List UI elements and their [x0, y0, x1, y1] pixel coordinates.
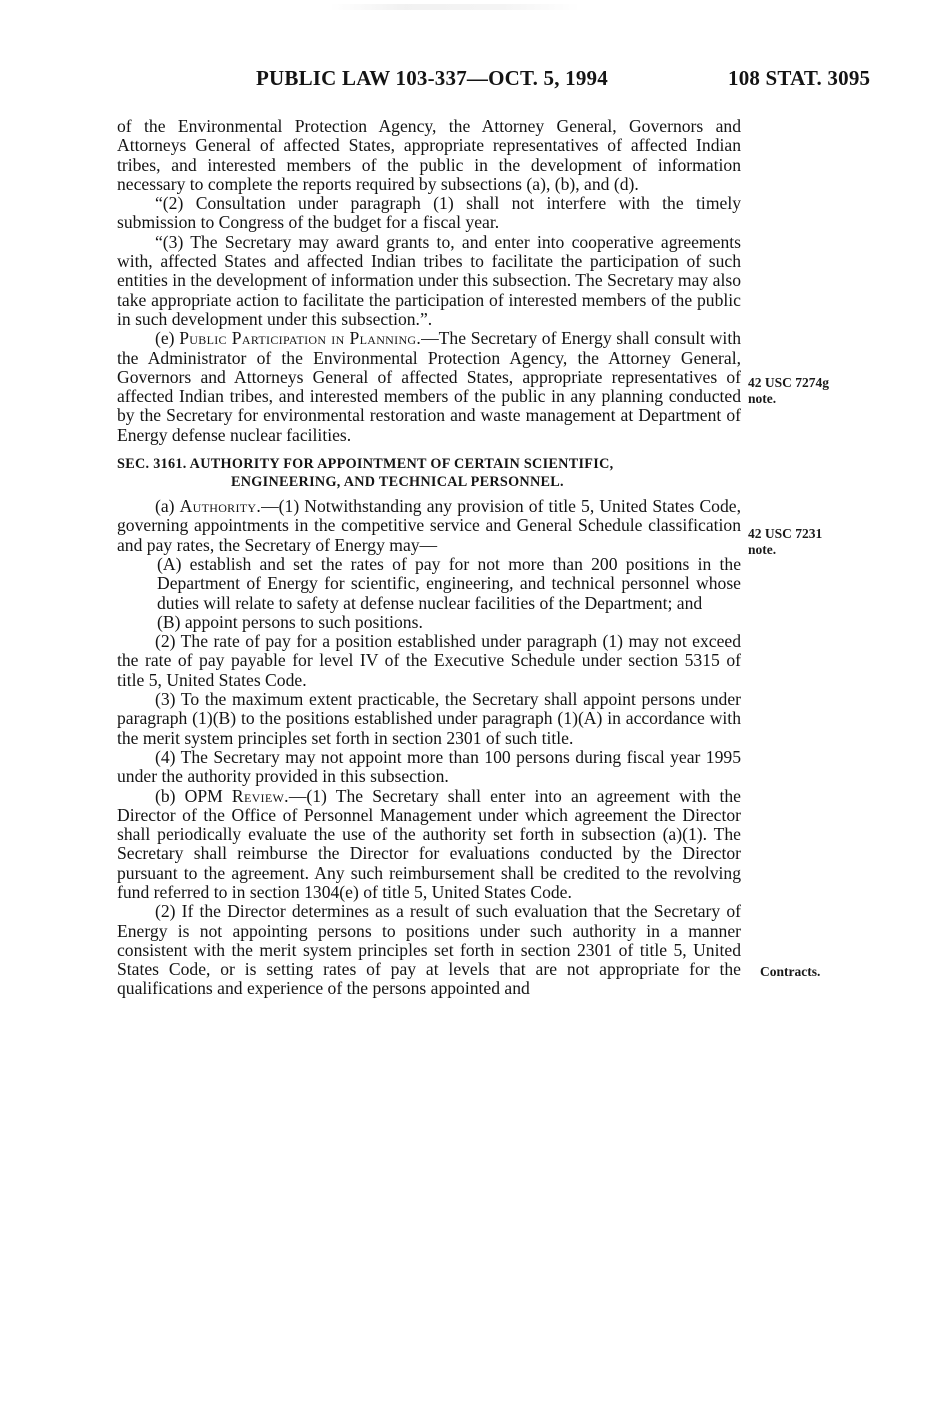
paragraph-label: (b) OPM: [155, 785, 232, 806]
paragraph-public-participation: [117, 329, 741, 445]
paragraph-opm-review: [117, 787, 741, 903]
subparagraph: (B) appoint persons to such positions.: [157, 611, 423, 632]
paragraph-heading: Review.: [231, 785, 289, 806]
paragraph: of the Environmental Protection Agency, the Attorney General, Governors and Attorneys General of affected States, appropriate representatives of affected Indian tribes, and interested members of the public in the development of information necessary to complete the reports required by subsections (a), (b), and (d).: [117, 116, 741, 194]
paragraph-text: —(1) Notwithstanding any provision of title 5, United States Code, governing appointments in the competitive service and General Schedule classification and pay rates, the Secretary of Energy may—: [117, 496, 741, 555]
paragraph-label: (e): [155, 328, 180, 349]
paragraph-text: —The Secretary of Energy shall consult with the Administrator of the Environmental Protection Agency, the Attorney General, Governors and Attorneys General of affected States, appropriate representatives of affected Indian tribes, and interested members of the public in any planning conducted by the Secretary for environmental restoration and waste management at Department of Energy defense nuclear facilities.: [117, 328, 741, 445]
body-text: [117, 117, 741, 999]
margin-note-line: 42 USC 7274g: [748, 375, 830, 390]
paragraph-text: —(1) The Secretary shall enter into an agreement with the Director of the Office of Personnel Management under which agreement the Director shall periodically evaluate the use of the authority set forth in subsection (a)(1). The Secretary shall reimburse the Director for evaluations conducted by the Director pursuant to the agreement. Any such reimbursement shall be credited to the revolving fund referred to in section 1304(e) of title 5, United States Code.: [117, 785, 741, 902]
margin-note-contracts: Contracts.: [760, 964, 821, 979]
section-heading: [117, 455, 741, 491]
paragraph: “(3) The Secretary may award grants to, and enter into cooperative agreements with, affected States and affected Indian tribes to facilitate the participation of such entities in the development of information under this subsection. The Secretary may also take appropriate action to facilitate the participation of interested members of the public in such development under this subsection.”.: [117, 231, 741, 329]
page-header: [0, 66, 943, 96]
margin-note-line: note.: [748, 542, 777, 557]
scan-artifact: [330, 4, 580, 10]
paragraph-authority: [117, 497, 741, 555]
paragraph-heading: Public Participation in Planning.: [179, 328, 422, 349]
margin-note-line: 42 USC 7231: [748, 526, 823, 541]
paragraph: (3) To the maximum extent practicable, the Secretary shall appoint persons under paragraph (1)(B) to the positions established under paragraph (1)(A) in accordance with the merit system principles set forth in section 2301 of such title.: [117, 689, 741, 748]
paragraph: (2) The rate of pay for a position established under paragraph (1) may not exceed the rate of pay payable for level IV of the Executive Schedule under section 5315 of title 5, United States Code.: [117, 631, 741, 690]
paragraph: (4) The Secretary may not appoint more than 100 persons during fiscal year 1995 under the authority provided in this subsection.: [117, 746, 741, 787]
margin-note-citation: [748, 526, 822, 558]
margin-note-citation: [748, 375, 829, 407]
statute-page-number: 108 STAT. 3095: [728, 66, 871, 90]
section-heading-line: SEC. 3161. AUTHORITY FOR APPOINTMENT OF CERTAIN SCIENTIFIC,: [117, 456, 614, 473]
header-title: PUBLIC LAW 103-337—OCT. 5, 1994: [256, 66, 608, 90]
paragraph-heading: Authority.: [179, 496, 262, 517]
paragraph-label: (a): [155, 496, 180, 517]
paragraph: (2) If the Director determines as a result of such evaluation that the Secretary of Energy is not appointing persons to positions under such authority in a manner consistent with the merit system principles set forth in section 2301 of title 5, United States Code, or is setting rates of pay at levels that are not appropriate for the qualifications and experience of the persons appointed and: [117, 901, 741, 999]
section-heading-line: ENGINEERING, AND TECHNICAL PERSONNEL.: [231, 474, 564, 491]
margin-note-line: note.: [748, 391, 777, 406]
subparagraph: (A) establish and set the rates of pay for not more than 200 positions in the Department of Energy for scientific, engineering, and technical personnel whose duties will relate to safety at defense nuclear facilities of the Department; and: [157, 553, 741, 613]
paragraph: “(2) Consultation under paragraph (1) shall not interfere with the timely submission to Congress of the budget for a fiscal year.: [117, 193, 741, 233]
